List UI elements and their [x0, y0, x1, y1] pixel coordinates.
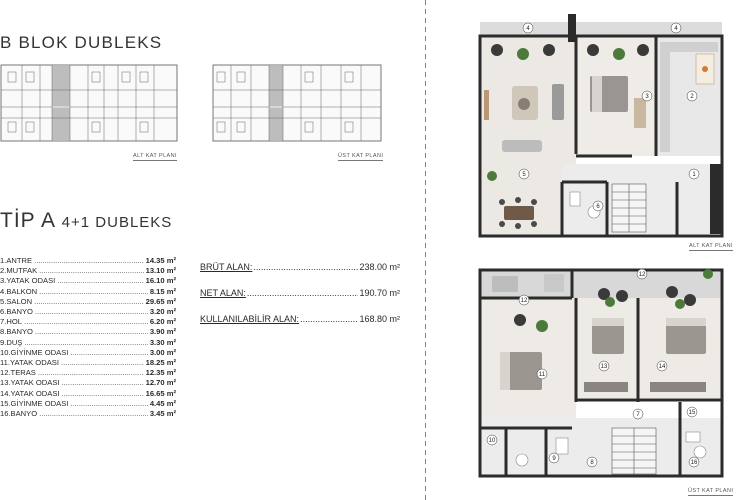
leader-dots	[62, 378, 144, 388]
type-name: TİP A	[0, 209, 55, 232]
room-area: 13.10 m²	[145, 266, 176, 276]
area-summary	[200, 254, 400, 332]
leader-dots	[38, 368, 144, 378]
leader-dots	[62, 389, 144, 399]
leader-dots	[39, 287, 148, 297]
label-14: 14	[658, 364, 666, 370]
label-2: 2	[690, 94, 694, 100]
leader-dots	[24, 338, 147, 348]
room-row	[0, 399, 176, 409]
room-area: 3.45 m²	[149, 409, 176, 419]
label-6: 6	[596, 204, 600, 210]
label-1: 1	[692, 172, 696, 178]
block-plan-lower	[0, 60, 180, 145]
leader-dots	[61, 358, 144, 368]
label-12b: 12	[638, 272, 646, 278]
leader-dots	[300, 306, 358, 332]
room-area: 12.35 m²	[145, 368, 176, 378]
area-row	[200, 254, 400, 280]
room-name: 4.BALKON	[0, 286, 38, 296]
label-13: 13	[600, 364, 608, 370]
room-name: 2.MUTFAK	[0, 266, 38, 276]
leader-dots	[39, 266, 143, 276]
label-4a: 4	[526, 26, 530, 32]
room-area: 3.30 m²	[149, 337, 176, 347]
room-area: 3.00 m²	[149, 347, 176, 357]
room-list	[0, 256, 176, 419]
lower-floor-plan	[472, 14, 734, 244]
area-label: BRÜT ALAN:	[200, 262, 253, 272]
leader-dots	[34, 256, 144, 266]
label-10: 10	[488, 438, 496, 444]
room-row	[0, 266, 176, 276]
room-row	[0, 378, 176, 388]
room-row	[0, 256, 176, 266]
area-label: NET ALAN:	[200, 288, 246, 298]
area-value: 238.00 m²	[359, 262, 400, 272]
label-9: 9	[552, 456, 556, 462]
area-label: KULLANILABİLİR ALAN:	[200, 314, 300, 324]
room-area: 3.20 m²	[149, 307, 176, 317]
block-plan-lower-caption: ALT KAT PLANI	[133, 153, 177, 159]
room-name: 15.GİYİNME ODASI	[0, 398, 69, 408]
room-name: 10.GİYİNME ODASI	[0, 347, 69, 357]
room-area: 16.65 m²	[145, 388, 176, 398]
leader-dots	[24, 317, 148, 327]
leader-dots	[57, 276, 143, 286]
label-3: 3	[645, 94, 649, 100]
room-name: 11.YATAK ODASI	[0, 358, 59, 368]
room-name: 9.DUŞ	[0, 337, 23, 347]
label-5: 5	[522, 172, 526, 178]
leader-dots	[35, 327, 148, 337]
room-area: 29.65 m²	[145, 296, 176, 306]
area-row	[200, 306, 400, 332]
room-row	[0, 409, 176, 419]
type-subtitle: 4+1 DUBLEKS	[61, 214, 173, 231]
block-plan-upper	[205, 60, 385, 145]
area-row	[200, 280, 400, 306]
room-area: 14.35 m²	[145, 256, 176, 265]
block-title: B BLOK DUBLEKS	[0, 33, 163, 52]
upper-floor-caption: ÜST KAT PLANI	[688, 488, 734, 494]
lower-floor-caption: ALT KAT PLANI	[689, 243, 733, 249]
room-name: 1.ANTRE	[0, 256, 33, 265]
room-area: 6.20 m²	[149, 317, 176, 327]
room-row	[0, 389, 176, 399]
block-plan-upper-caption: ÜST KAT PLANI	[338, 153, 384, 159]
room-area: 8.15 m²	[149, 286, 176, 296]
room-row	[0, 317, 176, 327]
area-value: 168.80 m²	[359, 314, 400, 324]
room-name: 14.YATAK ODASI	[0, 388, 60, 398]
room-area: 18.25 m²	[145, 358, 176, 368]
room-row	[0, 358, 176, 368]
room-area: 3.90 m²	[149, 327, 176, 337]
room-name: 12.TERAS	[0, 368, 36, 378]
room-name: 6.BANYO	[0, 307, 33, 317]
leader-dots	[70, 399, 147, 409]
room-name: 13.YATAK ODASI	[0, 378, 60, 388]
label-8: 8	[590, 460, 594, 466]
room-row	[0, 338, 176, 348]
room-name: 3.YATAK ODASI	[0, 276, 56, 286]
label-4b: 4	[674, 26, 678, 32]
upper-floor-plan	[472, 262, 734, 484]
room-name: 5.SALON	[0, 296, 33, 306]
room-area: 12.70 m²	[145, 378, 176, 388]
area-value: 190.70 m²	[359, 288, 400, 298]
label-7: 7	[636, 412, 640, 418]
leader-dots	[34, 297, 144, 307]
room-name: 16.BANYO	[0, 409, 38, 419]
room-area: 4.45 m²	[149, 398, 176, 408]
room-row	[0, 307, 176, 317]
page-divider	[425, 0, 426, 500]
room-row	[0, 327, 176, 337]
type-title	[0, 209, 172, 233]
room-row	[0, 368, 176, 378]
room-row	[0, 287, 176, 297]
label-16: 16	[690, 460, 698, 466]
label-15: 15	[688, 410, 696, 416]
label-11: 11	[538, 372, 546, 378]
label-12a: 12	[520, 298, 528, 304]
room-row	[0, 297, 176, 307]
leader-dots	[247, 280, 359, 306]
room-name: 8.BANYO	[0, 327, 33, 337]
room-area: 16.10 m²	[145, 276, 176, 286]
room-row	[0, 276, 176, 286]
leader-dots	[253, 254, 358, 280]
leader-dots	[35, 307, 148, 317]
room-row	[0, 348, 176, 358]
leader-dots	[70, 348, 147, 358]
leader-dots	[39, 409, 148, 419]
room-name: 7.HOL	[0, 317, 22, 327]
